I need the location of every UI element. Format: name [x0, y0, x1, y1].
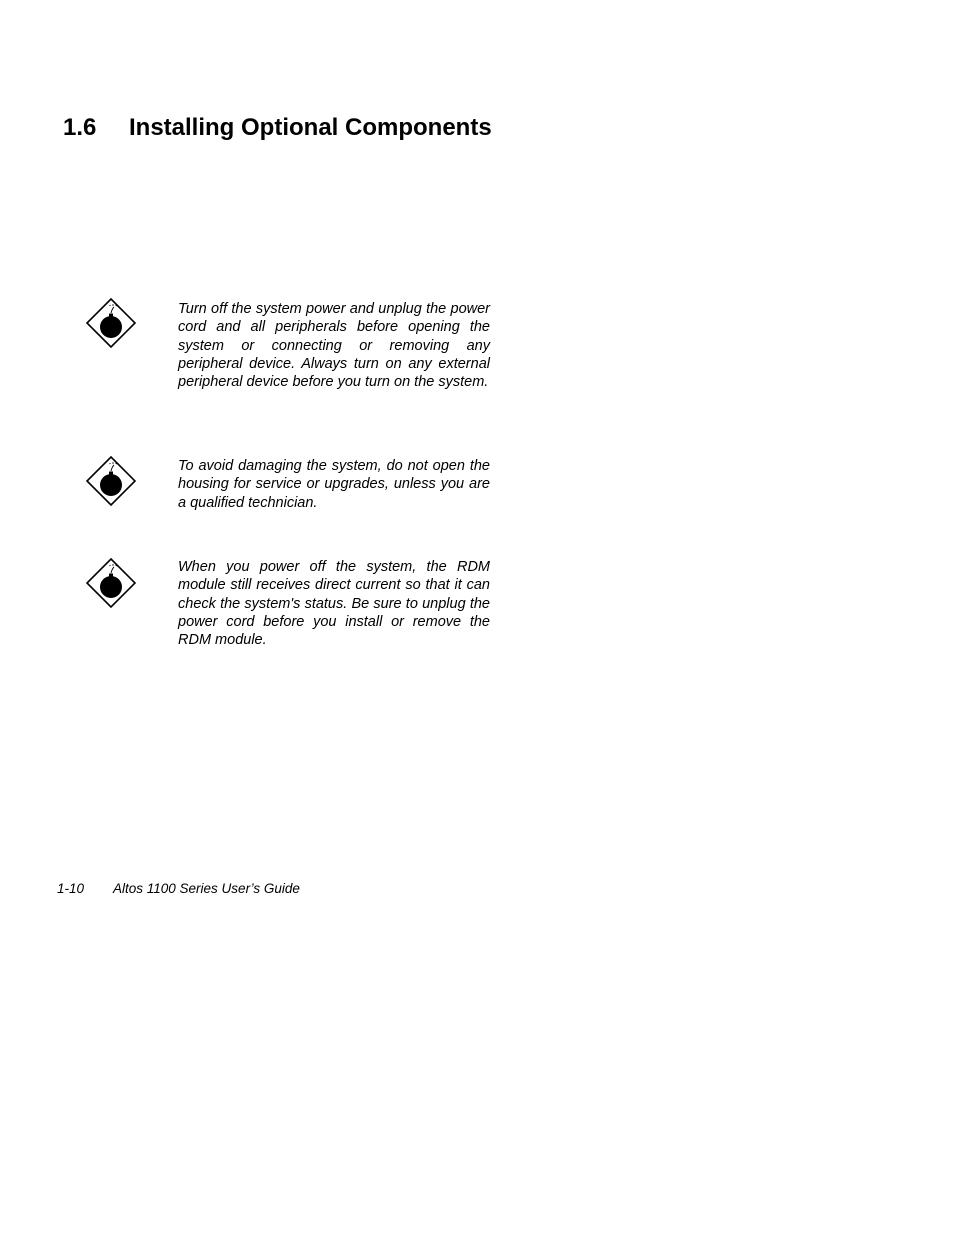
section-heading [63, 112, 492, 144]
warning-text-power: Turn off the system power and unplug the power cord and all peripherals before opening the system or connecting or removing any peripheral device. Always turn on any external peripheral device before you turn on the system. [178, 301, 490, 391]
document-title: Altos 1100 Series User’s Guide [113, 881, 300, 896]
section-number: 1.6 [63, 114, 97, 141]
section-title: Installing Optional Components [129, 114, 492, 141]
bomb-warning-icon [85, 455, 137, 507]
warning-text-rdm: When you power off the system, the RDM module still receives direct current so that it can check the system's status. Be sure to unplug the power cord before you install or remove the RDM module. [178, 559, 490, 649]
page-number: 1-10 [57, 881, 85, 896]
bomb-warning-icon [85, 297, 137, 349]
bomb-warning-icon [85, 557, 137, 609]
warning-text-housing: To avoid damaging the system, do not open the housing for service or upgrades, unless you are a qualified technician. [178, 458, 490, 511]
page-footer [57, 880, 300, 898]
